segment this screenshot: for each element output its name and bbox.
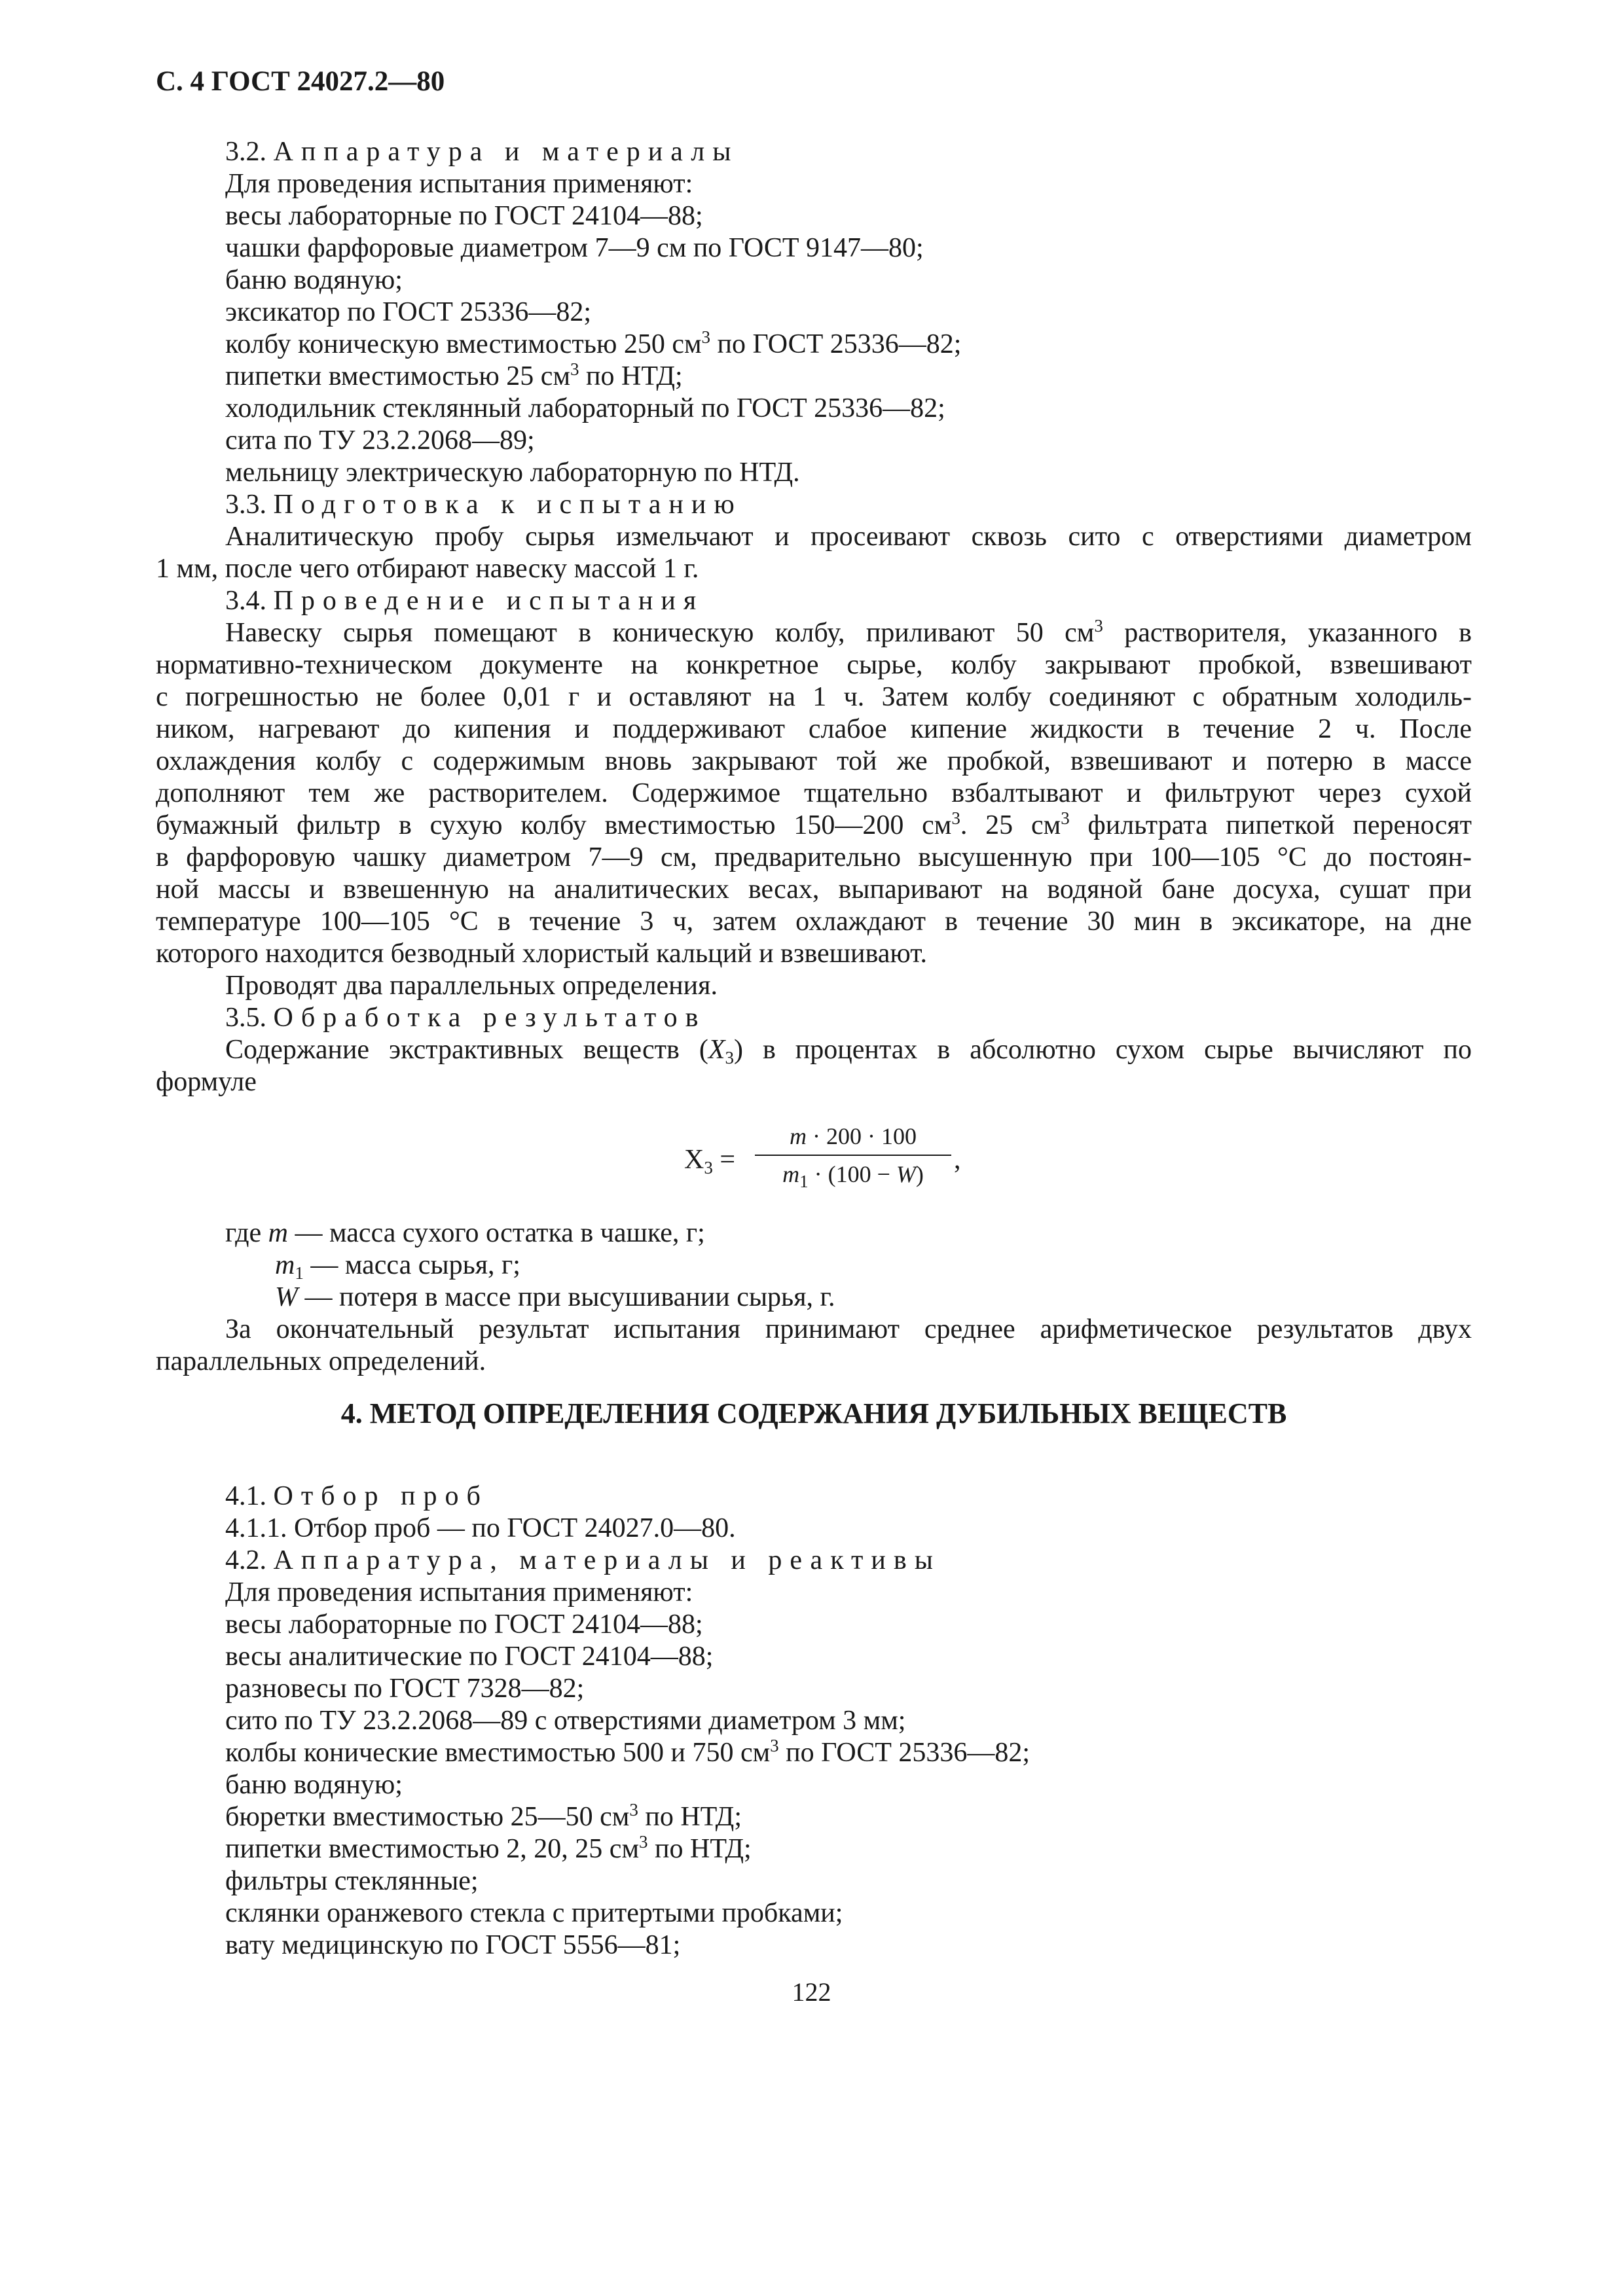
list-item: баню водяную;	[225, 265, 403, 295]
list-item: весы лабораторные по ГОСТ 24104—88;	[225, 201, 703, 231]
paragraph-line: Аналитическую пробу сырья измельчают и просеивают сквозь сито с отверстиями диаметром	[225, 522, 1472, 552]
list-item: колбу коническую вместимостью 250 $см^3$ по ГОСТ 25336—82;	[225, 327, 962, 359]
section-number: 3.4.	[225, 586, 266, 616]
list-item: весы лабораторные по ГОСТ 24104—88;	[225, 1609, 703, 1640]
formula-denominator: $m_1 \cdot (100 - W)$	[782, 1161, 924, 1191]
section-title: Обработка результатов	[273, 1003, 706, 1033]
list-item: колбы конические вместимостью 500 и 750 $см^3$ по ГОСТ 25336—82;	[225, 1736, 1030, 1768]
list-item: пипетки вместимостью 25 $см^3$ по НТД;	[225, 359, 683, 391]
section-3-2-title	[156, 136, 1472, 168]
paragraph-line: в фарфоровую чашку диаметром 7—9 см, предварительно высушенную при 100—105 °С до постоян-	[156, 842, 1472, 872]
paragraph-line: формуле	[156, 1067, 257, 1097]
list-item: баню водяную;	[225, 1770, 403, 1800]
section-4-2-title	[156, 1545, 1472, 1577]
paragraph-line: ником, нагревают до кипения и поддерживают слабое кипение жидкости в течение 2 ч. После	[156, 714, 1472, 744]
section-4-heading: 4. МЕТОД ОПРЕДЕЛЕНИЯ СОДЕРЖАНИЯ ДУБИЛЬНЫХ ВЕЩЕСТВ	[340, 1397, 1287, 1429]
list-item: чашки фарфоровые диаметром 7—9 см по ГОСТ 9147—80;	[225, 233, 924, 263]
paragraph-line: Содержание экстрактивных веществ $(X_3)$ в процентах в абсолютно сухом сырье вычисляют по	[225, 1035, 1472, 1067]
section-4-text	[156, 1480, 1472, 1962]
section-title: Аппаратура, материалы и реактивы	[273, 1545, 941, 1575]
list-item: вату медицинскую по ГОСТ 5556—81;	[225, 1930, 681, 1960]
section-number: 4.1.	[225, 1481, 266, 1511]
paragraph-line: охлаждения колбу с содержимым вновь закрывают той же пробкой, взвешивают и потерю в массе	[156, 746, 1472, 776]
section-3-text	[156, 136, 1472, 1098]
formula-numerator: m · 200 · 100	[790, 1123, 917, 1149]
paragraph-line: ной массы и взвешенную на аналитических весах, выпаривают на водяной бане досуха, сушат при	[156, 874, 1472, 905]
paragraph-line: нормативно-техническом документе на конкретное сырье, колбу закрывают пробкой, взвешивают	[156, 650, 1472, 680]
list-item: пипетки вместимостью 2, 20, 25 $см^3$ по НТД;	[225, 1832, 752, 1864]
legend-line: W — потеря в массе при высушивании сырья, г.	[275, 1282, 835, 1312]
list-item: мельницу электрическую лабораторную по НТД.	[225, 457, 800, 488]
formula-legend	[156, 1217, 1472, 1378]
list-item: бюретки вместимостью 25—50 $см^3$ по НТД;	[225, 1800, 742, 1832]
paragraph-line: Для проведения испытания применяют:	[225, 169, 693, 199]
list-item: сито по ТУ 23.2.2068—89 с отверстиями диаметром 3 мм;	[225, 1706, 906, 1736]
fraction-bar	[755, 1155, 951, 1156]
formula-comma: ,	[954, 1145, 961, 1175]
section-title: Аппаратура и материалы	[273, 137, 739, 167]
list-item: разновесы по ГОСТ 7328—82;	[225, 1674, 585, 1704]
paragraph-line: 1 мм, после чего отбирают навеску массой 1 г.	[156, 554, 699, 584]
list-item: весы аналитические по ГОСТ 24104—88;	[225, 1641, 714, 1672]
section-title: Подготовка к испытанию	[273, 490, 742, 520]
list-item: склянки оранжевого стекла с притертыми пробками;	[225, 1898, 843, 1928]
paragraph-line: Навеску сырья помещают в коническую колбу, приливают 50 $см^3$ растворителя, указанного в	[225, 616, 1472, 648]
formula-x3	[684, 1119, 959, 1211]
section-number: 3.2.	[225, 137, 266, 167]
list-item: сита по ТУ 23.2.2068—89;	[225, 425, 535, 456]
legend-line: $m_1$ — масса сырья, г;	[275, 1250, 520, 1283]
section-number: 3.5.	[225, 1003, 266, 1033]
paragraph-line: температуре 100—105 °С в течение 3 ч, затем охлаждают в течение 30 мин в эксикаторе, на дне	[156, 906, 1472, 937]
section-3-5-title	[156, 1002, 1472, 1034]
section-title: Отбор проб	[273, 1481, 488, 1511]
legend-line: где m — масса сухого остатка в чашке, г;	[225, 1218, 705, 1248]
paragraph-line: бумажный фильтр в сухую колбу вместимостью 150—200 $см^3$. 25 $см^3$ фильтрата пипеткой переносят	[156, 808, 1472, 840]
page-number: 122	[792, 1977, 831, 2007]
formula-lhs: $X_3$ =	[684, 1145, 736, 1177]
section-number: 3.3.	[225, 490, 266, 520]
paragraph-line: 4.1.1. Отбор проб — по ГОСТ 24027.0—80.	[225, 1513, 736, 1543]
paragraph-line: с погрешностью не более 0,01 г и оставляют на 1 ч. Затем колбу соединяют с обратным холодиль-	[156, 682, 1472, 712]
paragraph-line: которого находится безводный хлористый кальций и взвешивают.	[156, 939, 927, 969]
section-3-3-title	[156, 489, 1472, 521]
paragraph-line: Для проведения испытания применяют:	[225, 1577, 693, 1607]
list-item: фильтры стеклянные;	[225, 1866, 479, 1896]
paragraph-line: За окончательный результат испытания принимают среднее арифметическое результатов двух	[225, 1314, 1472, 1344]
paragraph-line: параллельных определений.	[156, 1346, 486, 1376]
section-4-1-title	[156, 1480, 1472, 1513]
paragraph-line: Проводят два параллельных определения.	[225, 971, 718, 1001]
list-item: холодильник стеклянный лабораторный по ГОСТ 25336—82;	[225, 393, 945, 423]
page-header: С. 4 ГОСТ 24027.2—80	[156, 66, 445, 97]
formula-fraction	[755, 1119, 951, 1191]
paragraph-line: дополняют тем же растворителем. Содержимое тщательно взбалтывают и фильтруют через сухой	[156, 778, 1472, 808]
section-3-4-title	[156, 585, 1472, 617]
section-title: Проведение испытания	[273, 586, 704, 616]
list-item: эксикатор по ГОСТ 25336—82;	[225, 297, 592, 327]
section-number: 4.2.	[225, 1545, 266, 1575]
